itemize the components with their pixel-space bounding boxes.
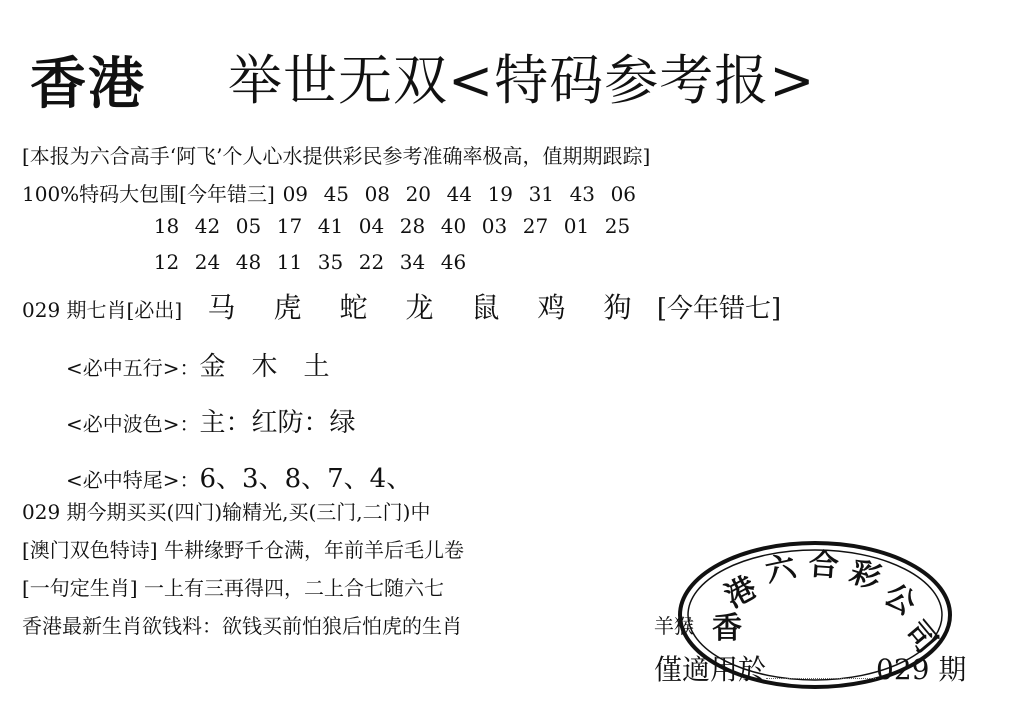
- package-numbers-2: 18 42 05 17 41 04 28 40 03 27 01 25: [153, 214, 631, 238]
- svg-text:港: 港: [719, 570, 763, 616]
- package-numbers-1: 09 45 08 20 44 19 31 43 06: [282, 182, 637, 206]
- zodiac-label: 029 期七肖[必出]: [22, 298, 183, 322]
- zodiac-note: [今年错七]: [656, 294, 782, 324]
- footer: [654, 648, 966, 688]
- svg-text:司: 司: [897, 614, 944, 661]
- footer-period: 029 期: [876, 653, 967, 686]
- svg-text:公: 公: [877, 577, 922, 623]
- line-2: [澳门双色特诗] 牛耕缘野千仓满，年前羊后毛儿卷: [22, 538, 464, 562]
- svg-text:彩: 彩: [845, 554, 885, 597]
- svg-text:香: 香: [712, 611, 742, 646]
- zodiac-items: 马 虎 蛇 龙 鼠 鸡 狗: [207, 291, 632, 324]
- footer-blank: [766, 658, 876, 679]
- wave-row: <必中波色>：主：红防：绿: [66, 408, 356, 438]
- brand-title: 香港: [30, 51, 146, 117]
- tail-row: <必中特尾>：6、3、8、7、4、: [66, 464, 413, 494]
- package-row-1: [22, 178, 644, 207]
- elements-row: <必中五行>：金 木 土: [66, 352, 330, 382]
- line-4: 香港最新生肖欲钱料：欲钱买前怕狼后怕虎的生肖: [22, 614, 462, 638]
- zodiac-row: [22, 286, 781, 326]
- package-label: 100%特码大包围[今年错三]: [22, 182, 275, 206]
- package-numbers-3: 12 24 48 11 35 22 34 46: [153, 250, 467, 274]
- svg-text:六: 六: [762, 549, 800, 590]
- page-title: 举世无双<特码参考报>: [228, 49, 816, 112]
- answer: 羊猴: [654, 614, 694, 638]
- intro-text: [本报为六合高手‘阿飞’个人心水提供彩民参考准确率极高，值期期跟踪]: [22, 144, 651, 168]
- line-3: [一句定生肖] 一上有三再得四，二上合七随六七: [22, 576, 444, 600]
- line-1: 029 期今期买买(四门)输精光,买(三门,二门)中: [22, 500, 431, 524]
- footer-prefix: 僅適用於: [654, 653, 767, 686]
- svg-text:合: 合: [807, 547, 840, 585]
